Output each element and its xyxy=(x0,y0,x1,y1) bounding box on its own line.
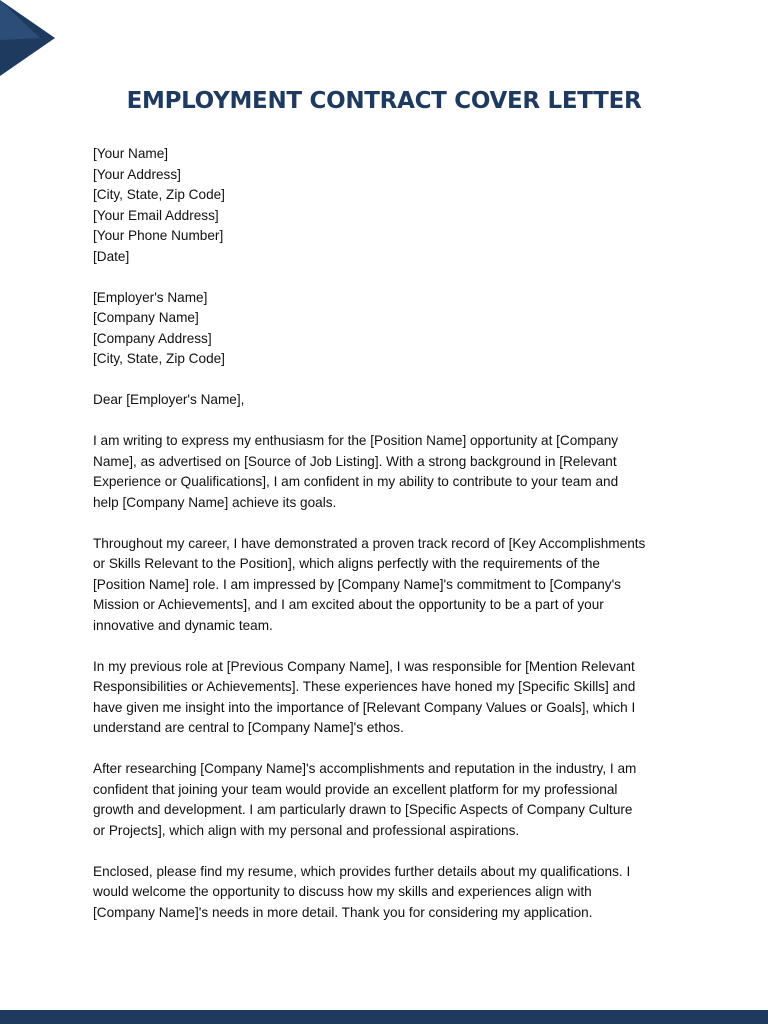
paragraph-line: I am writing to express my enthusiasm for the [Position Name] opportunity at [Company xyxy=(93,433,619,448)
recipient-block xyxy=(93,288,683,370)
paragraph-line: [Company Name]'s needs in more detail. Thank you for considering my application. xyxy=(93,904,593,920)
footer-bar xyxy=(0,1010,768,1024)
paragraph-line: In my previous role at [Previous Company Name], I was responsible for [Mention Relevant xyxy=(93,658,635,674)
paragraph-line: or Skills Relevant to the Position], which aligns perfectly with the requirements of the xyxy=(93,556,600,571)
paragraph-line: or Projects], which align with my personal and professional aspirations. xyxy=(93,822,520,838)
paragraph-line: Enclosed, please find my resume, which provides further details about my qualifications. I xyxy=(93,863,631,879)
salutation-text: Dear [Employer's Name], xyxy=(93,392,245,407)
paragraph-line: Name], as advertised on [Source of Job Listing]. With a strong background in [Relevant xyxy=(93,453,617,469)
paragraph-line: innovative and dynamic team. xyxy=(93,617,273,633)
paragraph-line: growth and development. I am particularly drawn to [Specific Aspects of Company Culture xyxy=(93,802,633,817)
document-title: EMPLOYMENT CONTRACT COVER LETTER xyxy=(126,88,642,114)
triangle-chevron-icon xyxy=(0,0,60,76)
paragraph-line: Experience or Qualifications], I am confident in my ability to contribute to your team and xyxy=(93,474,619,489)
sender-name: [Your Name] xyxy=(93,146,169,161)
sender-city: [City, State, Zip Code] xyxy=(93,187,225,202)
paragraph-line: confident that joining your team would provide an excellent platform for my professional xyxy=(93,781,618,797)
recipient-name: [Employer's Name] xyxy=(93,289,208,305)
paragraph-line: have given me insight into the importance of [Relevant Company Values or Goals], which I xyxy=(93,699,636,715)
paragraph-line: understand are central to [Company Name]'s ethos. xyxy=(93,720,404,735)
paragraph-line: After researching [Company Name]'s accomplishments and reputation in the industry, I am xyxy=(93,761,637,776)
sender-email: [Your Email Address] xyxy=(93,207,219,223)
recipient-company: [Company Name] xyxy=(93,310,199,325)
recipient-address: [Company Address] xyxy=(93,330,212,346)
salutation xyxy=(93,390,683,411)
paragraph-2 xyxy=(93,534,683,637)
recipient-city: [City, State, Zip Code] xyxy=(93,351,225,366)
paragraph-3 xyxy=(93,657,683,739)
sender-phone: [Your Phone Number] xyxy=(93,228,224,243)
sender-address: [Your Address] xyxy=(93,166,181,182)
letter-body xyxy=(93,144,683,944)
paragraph-line: [Position Name] role. I am impressed by [Company Name]'s commitment to [Company's xyxy=(93,576,621,592)
paragraph-5 xyxy=(93,862,683,924)
paragraph-line: help [Company Name] achieve its goals. xyxy=(93,494,337,510)
sender-block xyxy=(93,144,683,267)
paragraph-line: Mission or Achievements], and I am excited about the opportunity to be a part of your xyxy=(93,597,604,612)
paragraph-line: Responsibilities or Achievements]. These experiences have honed my [Specific Skills] and xyxy=(93,679,636,694)
paragraph-line: would welcome the opportunity to discuss how my skills and experiences align with xyxy=(93,884,592,899)
corner-triangle-light xyxy=(0,0,40,40)
paragraph-4 xyxy=(93,759,683,841)
paragraph-line: Throughout my career, I have demonstrated a proven track record of [Key Accomplishments xyxy=(93,535,646,551)
paragraph-1 xyxy=(93,431,683,513)
sender-date: [Date] xyxy=(93,248,130,264)
